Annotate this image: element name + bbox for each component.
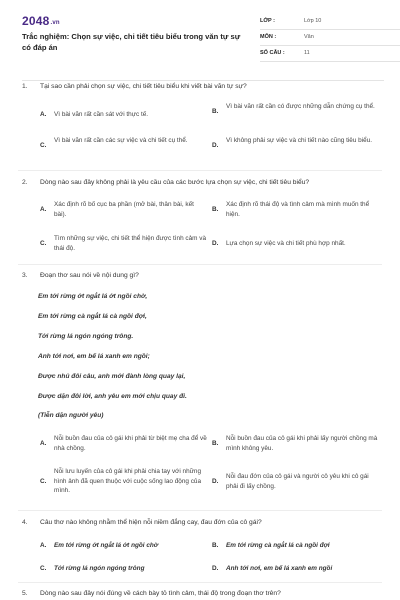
poem-line: Em tới rừng cà ngắt lá cà ngồi đợi, <box>38 313 147 320</box>
poem-line: Được nhủ đôi câu, anh mới đành lòng quay lại, <box>38 373 186 380</box>
meta-label: MÔN : <box>260 34 277 40</box>
poem-line: Tới rừng lá ngón ngóng trông. <box>38 333 134 340</box>
question-number: 1. <box>22 83 28 90</box>
option-letter: B. <box>212 440 219 447</box>
option-text: Xác định rõ thái độ và tình cảm mà mình muốn thể hiện. <box>226 201 370 218</box>
question-divider <box>18 170 382 171</box>
meta-label: SỐ CÂU : <box>260 50 285 56</box>
question-text: Dòng nào sau đây nói đúng về cách bày tỏ tình cảm, thái độ trong đoạn thơ trên? <box>40 590 281 597</box>
meta-value: Văn <box>304 34 314 40</box>
option-text: Nỗi buồn đau của cô gái khi phải lấy người chồng mà mình không yêu. <box>226 435 378 452</box>
option-text: Vì bài văn rất cần sát với thực tế. <box>54 111 149 118</box>
header-divider <box>22 80 384 81</box>
option-letter: C. <box>40 240 47 247</box>
question-text: Đoạn thơ sau nói về nội dung gì? <box>40 272 139 279</box>
option-text: Vì không phải sự việc và chi tiết nào cũng tiêu biểu. <box>226 137 373 144</box>
option-letter: B. <box>212 542 219 549</box>
option-letter: C. <box>40 565 47 572</box>
option-text: Lựa chọn sự việc và chi tiết phù hợp nhất. <box>226 240 346 247</box>
option-letter: A. <box>40 440 47 447</box>
option-letter: C. <box>40 142 47 149</box>
option-text: Nỗi đau đớn của cô gái và người cô yêu khi cô gái phải đi lấy chồng. <box>226 473 369 490</box>
question-divider <box>18 582 382 583</box>
option-text: Tới rừng lá ngón ngóng trông <box>54 565 145 572</box>
question-number: 2. <box>22 179 28 186</box>
option-letter: D. <box>212 478 219 485</box>
option-text: Em tới rừng ớt ngắt lá ớt ngồi chờ <box>54 542 159 549</box>
option-text: Xác định rõ bố cục ba phần (mở bài, thân bài, kết bài). <box>54 201 194 218</box>
option-letter: C. <box>40 478 47 485</box>
poem-source: (Tiễn dặn người yêu) <box>38 412 104 419</box>
option-letter: A. <box>40 206 47 213</box>
site-logo[interactable]: 2048.vn <box>22 14 60 28</box>
option-letter: B. <box>212 206 219 213</box>
poem-line: Em tới rừng ớt ngắt lá ớt ngồi chờ, <box>38 293 148 300</box>
option-text: Vì bài văn rất cần có được những dẫn chứng cụ thể. <box>226 103 375 110</box>
poem-line: Được dặn đôi lời, anh yêu em mới chịu quay đi. <box>38 393 187 400</box>
option-text: Em tới rừng cà ngắt lá cà ngồi đợi <box>226 542 330 549</box>
question-text: Tại sao cần phải chọn sự việc, chi tiết tiêu biểu khi viết bài văn tự sự? <box>40 83 247 90</box>
question-text: Câu thơ nào không nhằm thể hiện nỗi niềm đắng cay, đau đớn của cô gái? <box>40 519 262 526</box>
meta-row-count <box>260 46 400 62</box>
question-number: 3. <box>22 272 28 279</box>
option-letter: D. <box>212 565 219 572</box>
quiz-meta-table <box>260 14 400 62</box>
question-text: Dòng nào sau đây không phải là yêu cầu của các bước lựa chọn sự việc, chi tiết tiêu biểu? <box>40 179 310 186</box>
meta-row-class <box>260 14 400 30</box>
option-letter: D. <box>212 240 219 247</box>
page-header <box>22 14 384 64</box>
question-number: 4. <box>22 519 28 526</box>
option-text: Nỗi buồn đau của cô gái khi phải từ biệt mẹ cha để về nhà chồng. <box>54 435 207 452</box>
meta-label: LỚP : <box>260 18 275 24</box>
option-letter: B. <box>212 108 219 115</box>
question-divider <box>18 510 382 511</box>
question-divider <box>18 264 382 265</box>
option-text: Anh tới nơi, em bế lá xanh em ngồi <box>226 565 333 572</box>
option-letter: D. <box>212 142 219 149</box>
option-text: Tìm những sự việc, chi tiết thể hiện được tình cảm và thái độ. <box>54 235 207 252</box>
question-number: 5. <box>22 590 28 597</box>
page-title: Trắc nghiệm: Chọn sự việc, chi tiết tiêu biểu trong văn tự sự có đáp án <box>22 32 241 52</box>
option-text: Vì bài văn rất cần các sự việc và chi tiết cụ thể. <box>54 137 188 144</box>
meta-value: 11 <box>304 50 310 56</box>
option-text: Nỗi lưu luyến của cô gái khi phải chia tay với những hình ảnh đã quen thuộc với cuộc sống lao động của mình. <box>54 468 202 494</box>
option-letter: A. <box>40 111 47 118</box>
option-letter: A. <box>40 542 47 549</box>
meta-value: Lớp 10 <box>304 18 322 24</box>
poem-line: Anh tới nơi, em bế lá xanh em ngồi; <box>38 353 150 360</box>
meta-row-subject <box>260 30 400 46</box>
